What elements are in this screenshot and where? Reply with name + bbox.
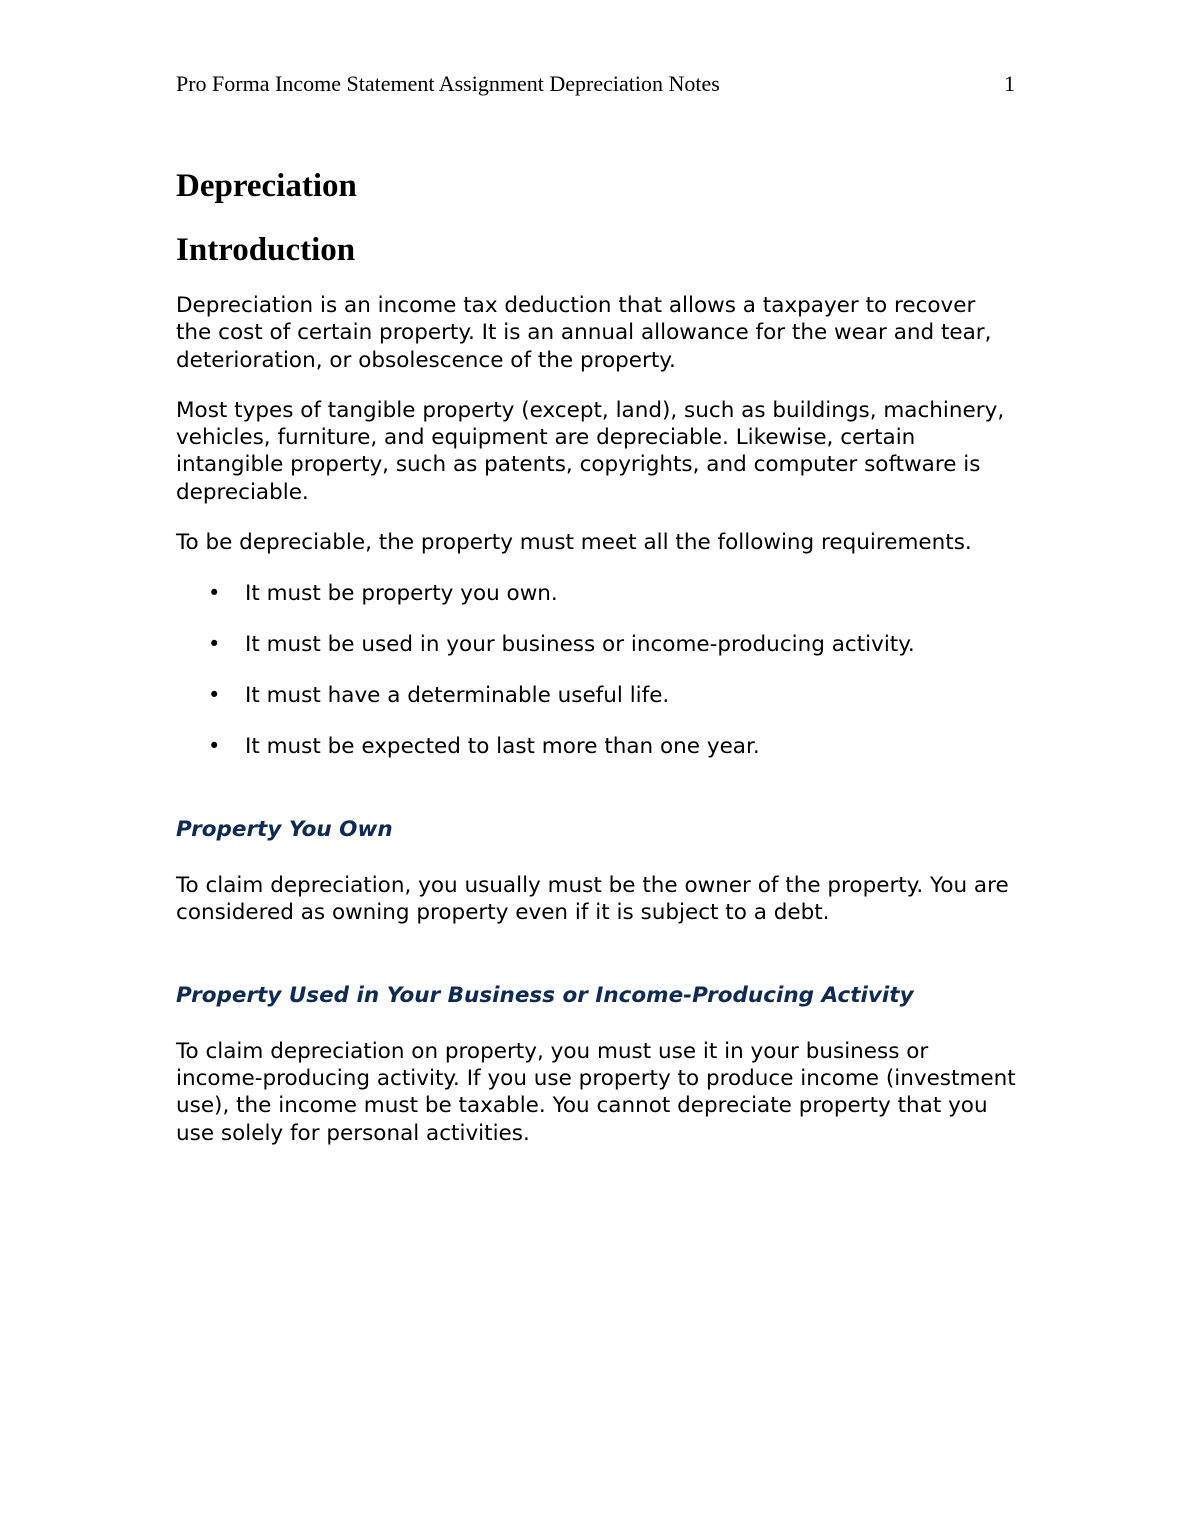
- bullet-icon: •: [208, 733, 221, 758]
- bullet-icon: •: [208, 632, 221, 657]
- intro-paragraph-3: To be depreciable, the property must meet all the following requirements.: [176, 530, 972, 556]
- list-item: [176, 580, 1016, 607]
- list-item-text: It must be property you own.: [245, 581, 558, 607]
- list-item-text: It must be expected to last more than one year.: [245, 733, 760, 759]
- intro-paragraph-1: Depreciation is an income tax deduction that allows a taxpayer to recover the cost of certain property. It is an annual allowance for the wear and tear, deterioration, or obsolescence of the property.: [176, 293, 992, 373]
- section-body-property-you-own: To claim depreciation, you usually must be the owner of the property. You are considered as owning property even if it is subject to a debt.: [176, 873, 1009, 926]
- running-header: Pro Forma Income Statement Assignment Depreciation Notes: [176, 71, 720, 96]
- bullet-icon: •: [208, 682, 221, 707]
- list-item-text: It must have a determinable useful life.: [245, 682, 670, 708]
- section-body-property-used-in-business: To claim depreciation on property, you must use it in your business or income-producing activity. If you use property to produce income (investment use), the income must be taxable. You cannot depreciate property that you use solely for personal activities.: [176, 1038, 1016, 1146]
- section-heading-property-you-own: Property You Own: [176, 817, 393, 843]
- intro-paragraph-2: Most types of tangible property (except, land), such as buildings, machinery, vehicles, furniture, and equipment are depreciable. Likewise, certain intangible property, such as patents, copyrights, and computer software is depreciable.: [176, 397, 1005, 505]
- document-title: Depreciation: [176, 168, 357, 204]
- list-item: [176, 631, 1016, 658]
- section-heading-property-used-in-business: Property Used in Your Business or Income-Producing Activity: [176, 982, 914, 1008]
- page-number: 1: [1004, 71, 1015, 96]
- document-body: [176, 166, 1016, 1147]
- list-item-text: It must be used in your business or income-producing activity.: [245, 632, 915, 658]
- intro-heading: Introduction: [176, 232, 356, 268]
- list-item: [176, 733, 1016, 760]
- bullet-icon: •: [208, 581, 221, 606]
- list-item: [176, 682, 1016, 709]
- requirements-list: [176, 580, 1016, 760]
